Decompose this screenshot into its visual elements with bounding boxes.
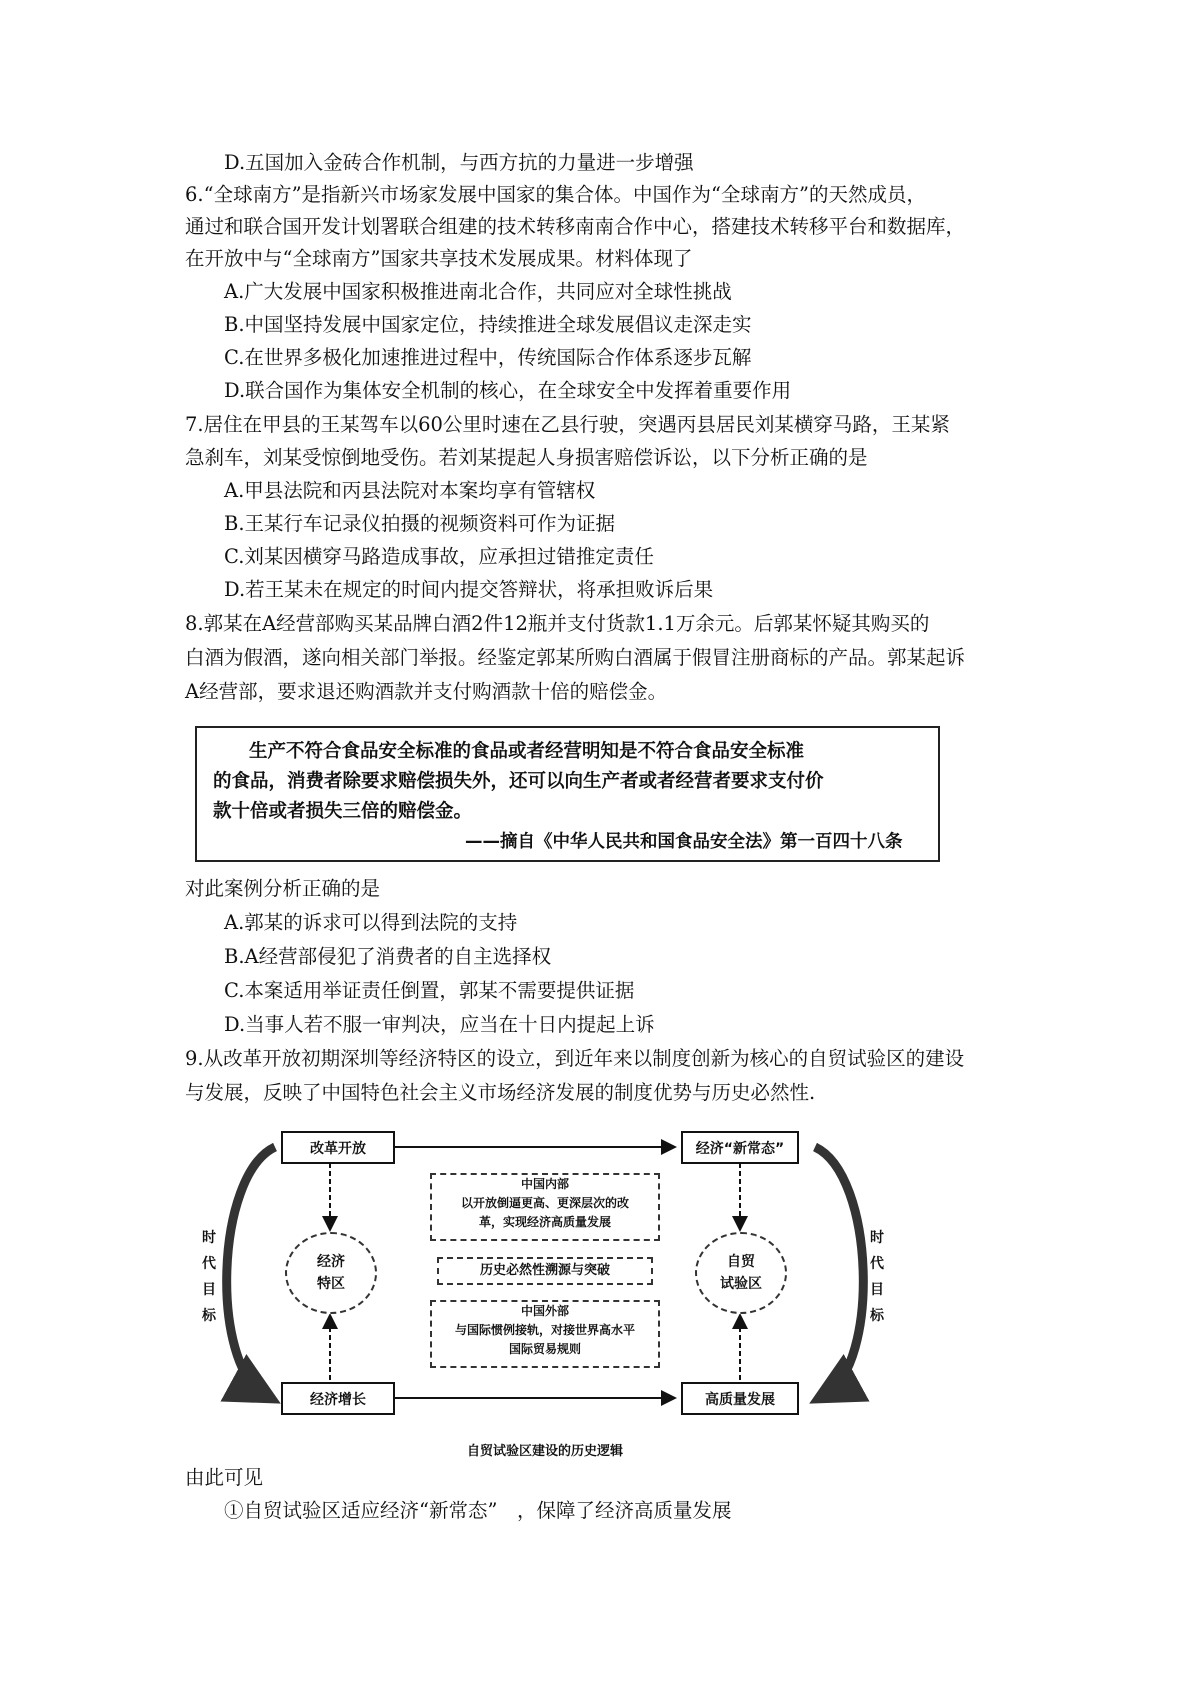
box-china-internal — [430, 1173, 660, 1241]
q7-option-a: A.甲县法院和丙县法院对本案均享有管辖权 — [224, 479, 596, 502]
side-right-char-3: 目 — [870, 1282, 884, 1298]
q6-option-b: B.中国坚持发展中国家定位，持续推进全球发展倡议走深走实 — [224, 313, 752, 336]
box-new-normal: 经济“新常态” — [681, 1131, 799, 1164]
q8-option-d: D.当事人若不服一审判决，应当在十日内提起上诉 — [224, 1013, 655, 1036]
quote-line-1: 生产不符合食品安全标准的食品或者经营明知是不符合食品安全标准 — [249, 741, 805, 762]
q7-stem-line2: 急刹车，刘某受惊倒地受伤。若刘某提起人身损害赔偿诉讼，以下分析正确的是 — [185, 446, 868, 469]
box-economic-growth: 经济增长 — [281, 1382, 395, 1415]
free-trade-zone-logic-diagram — [202, 1115, 885, 1459]
side-left-char-2: 代 — [202, 1256, 216, 1272]
q8-option-b: B.A经营部侵犯了消费者的自主选择权 — [224, 945, 552, 968]
oval-left-line1: 经济 — [317, 1254, 345, 1270]
external-line2: 国际贸易规则 — [508, 1342, 581, 1356]
quote-line-3: 款十倍或者损失三倍的赔偿金。 — [213, 801, 473, 822]
internal-title: 中国内部 — [520, 1177, 569, 1191]
q9-stem-line2: 与发展，反映了中国特色社会主义市场经济发展的制度优势与历史必然性. — [185, 1081, 816, 1104]
q6-option-d: D.联合国作为集体安全机制的核心，在全球安全中发挥着重要作用 — [224, 379, 792, 402]
quote-line-2: 的食品，消费者除要求赔偿损失外，还可以向生产者或者经营者要求支付价 — [213, 771, 824, 792]
oval-free-trade-zone — [695, 1232, 787, 1314]
q9-item-1: ①自贸试验区适应经济“新常态” ，保障了经济高质量发展 — [224, 1499, 732, 1522]
diagram-caption: 自贸试验区建设的历史逻辑 — [466, 1444, 623, 1459]
q9-prompt: 由此可见 — [185, 1466, 264, 1489]
side-right-char-1: 时 — [870, 1230, 884, 1246]
q8-stem-line1: 8.郭某在A经营部购买某品牌白酒2件12瓶并支付货款1.1万余元。后郭某怀疑其购买的 — [185, 612, 930, 635]
q7-stem-line1: 7.居住在甲县的王某驾车以60公里时速在乙县行驶，突遇丙县居民刘某横穿马路，王某紧 — [185, 413, 950, 436]
oval-special-economic-zone — [285, 1232, 377, 1314]
q6-option-c: C.在世界多极化加速推进过程中，传统国际合作体系逐步瓦解 — [224, 346, 752, 369]
side-left-char-3: 目 — [202, 1282, 216, 1298]
curve-right — [815, 1147, 863, 1395]
q6-option-a: A.广大发展中国家积极推进南北合作，共同应对全球性挑战 — [224, 280, 732, 303]
q7-option-b: B.王某行车记录仪拍摄的视频资料可作为证据 — [224, 512, 616, 535]
side-right-char-4: 标 — [870, 1308, 884, 1324]
side-right-char-2: 代 — [870, 1256, 884, 1272]
q8-option-c: C.本案适用举证责任倒置，郭某不需要提供证据 — [224, 979, 635, 1002]
q6-stem-line1: 6.“全球南方”是指新兴市场家发展中国家的集合体。中国作为“全球南方”的天然成员， — [185, 183, 926, 206]
q8-prompt: 对此案例分析正确的是 — [185, 877, 381, 900]
box-reform-opening: 改革开放 — [281, 1131, 395, 1164]
side-left-char-1: 时 — [202, 1230, 216, 1246]
side-label-right — [867, 1225, 887, 1329]
external-line1: 与国际惯例接轨，对接世界高水平 — [454, 1323, 635, 1337]
internal-line2: 革，实现经济高质量发展 — [478, 1215, 611, 1229]
curve-left — [227, 1147, 275, 1395]
q5-option-d: D.五国加入金砖合作机制，与西方抗的力量进一步增强 — [224, 151, 694, 174]
box-historical-necessity: 历史必然性溯源与突破 — [437, 1257, 653, 1285]
q7-option-d: D.若王某未在规定的时间内提交答辩状，将承担败诉后果 — [224, 578, 714, 601]
internal-line1: 以开放倒逼更高、更深层次的改 — [460, 1196, 629, 1210]
box-china-external — [430, 1300, 660, 1368]
oval-left-line2: 特区 — [317, 1276, 345, 1292]
q8-stem-line3: A经营部，要求退还购酒款并支付购酒款十倍的赔偿金。 — [185, 680, 668, 703]
quote-source: ——摘自《中华人民共和国食品安全法》第一百四十八条 — [465, 832, 903, 852]
side-label-left — [199, 1225, 219, 1329]
q6-stem-line3: 在开放中与“全球南方”国家共享技术发展成果。材料体现了 — [185, 247, 693, 270]
q6-stem-line2: 通过和联合国开发计划署联合组建的技术转移南南合作中心，搭建技术转移平台和数据库， — [185, 215, 966, 238]
q7-option-c: C.刘某因横穿马路造成事故，应承担过错推定责任 — [224, 545, 654, 568]
law-quote-box — [195, 726, 940, 862]
side-left-char-4: 标 — [202, 1308, 216, 1324]
external-title: 中国外部 — [520, 1304, 569, 1318]
q8-stem-line2: 白酒为假酒，遂向相关部门举报。经鉴定郭某所购白酒属于假冒注册商标的产品。郭某起诉 — [185, 646, 966, 669]
box-high-quality-development: 高质量发展 — [681, 1382, 799, 1415]
oval-right-line1: 自贸 — [727, 1254, 755, 1270]
q9-stem-line1: 9.从改革开放初期深圳等经济特区的设立，到近年来以制度创新为核心的自贸试验区的建设 — [185, 1047, 965, 1070]
q8-option-a: A.郭某的诉求可以得到法院的支持 — [224, 911, 518, 934]
oval-right-line2: 试验区 — [720, 1276, 762, 1292]
